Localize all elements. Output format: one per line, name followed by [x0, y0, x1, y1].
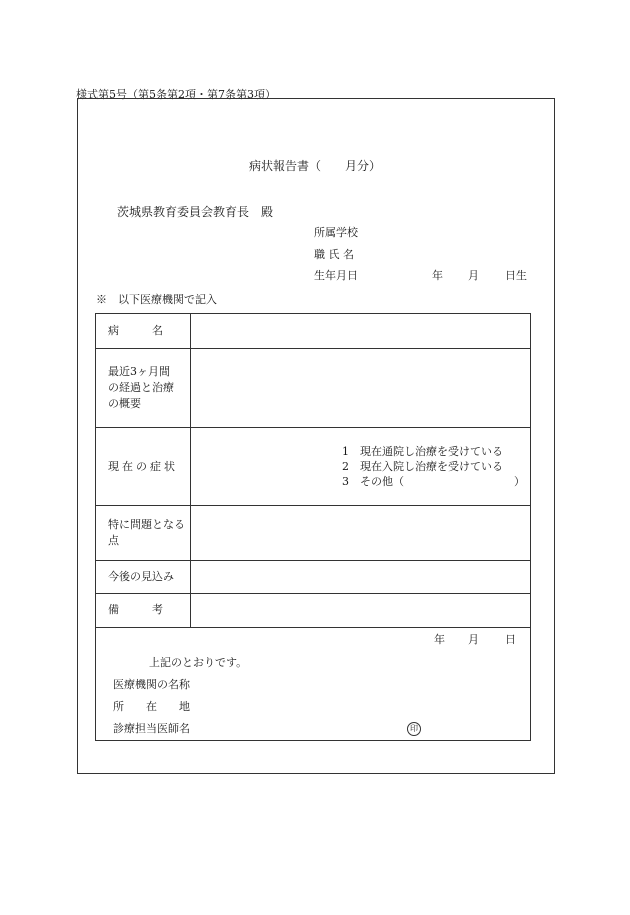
row-divider	[96, 427, 530, 428]
seal-icon: 印	[407, 722, 421, 736]
option-text: 現在入院し治療を受けている	[360, 460, 503, 473]
footer-month: 月	[468, 633, 479, 646]
page-title: 病状報告書（ 月分）	[248, 159, 381, 173]
medical-report-table	[95, 313, 531, 741]
symptom-option-2[interactable]	[342, 459, 528, 474]
course-field[interactable]	[192, 349, 530, 426]
seal-mark	[407, 721, 421, 737]
medical-note: ※ 以下医療機関で記入	[96, 293, 217, 306]
address-label: 所 在 地	[113, 700, 190, 713]
doctor-label: 診療担当医師名	[113, 722, 190, 735]
dob-month: 月	[468, 269, 479, 282]
symptoms-label: 現在の症状	[108, 460, 178, 473]
dob-day: 日生	[505, 269, 527, 282]
remarks-label: 備 考	[108, 603, 163, 616]
option-number: 3	[342, 475, 349, 488]
option-number: 2	[342, 460, 349, 473]
school-label: 所属学校	[314, 226, 358, 239]
addressee: 茨城県教育委員会教育長 殿	[117, 205, 274, 219]
issues-label: 特に問題となる点	[108, 518, 185, 547]
name-label: 職 氏 名	[314, 248, 354, 261]
row-divider	[96, 627, 530, 628]
footer-day: 日	[505, 633, 516, 646]
issues-field[interactable]	[192, 506, 530, 559]
outlook-label: 今後の見込み	[108, 570, 174, 583]
symptom-option-3[interactable]	[342, 474, 528, 489]
institution-label: 医療機関の名称	[113, 678, 190, 691]
symptom-options[interactable]	[342, 444, 528, 489]
statement: 上記のとおりです。	[149, 656, 248, 669]
disease-label: 病 名	[108, 324, 163, 337]
footer-year: 年	[434, 633, 445, 646]
option-number: 1	[342, 445, 349, 458]
remarks-field[interactable]	[192, 594, 530, 626]
course-label: 最近3ヶ月間の経過と治療の概要	[108, 365, 174, 410]
option-text: 現在通院し治療を受けている	[360, 445, 503, 458]
disease-field[interactable]	[192, 314, 530, 348]
column-divider	[190, 314, 191, 627]
dob-label: 生年月日	[314, 269, 358, 282]
form-id: 様式第5号（第5条第2項・第7条第3項）	[76, 88, 276, 101]
option-text: その他（ ）	[360, 475, 525, 488]
symptom-option-1[interactable]	[342, 444, 528, 459]
dob-year: 年	[432, 269, 443, 282]
outlook-field[interactable]	[192, 561, 530, 592]
